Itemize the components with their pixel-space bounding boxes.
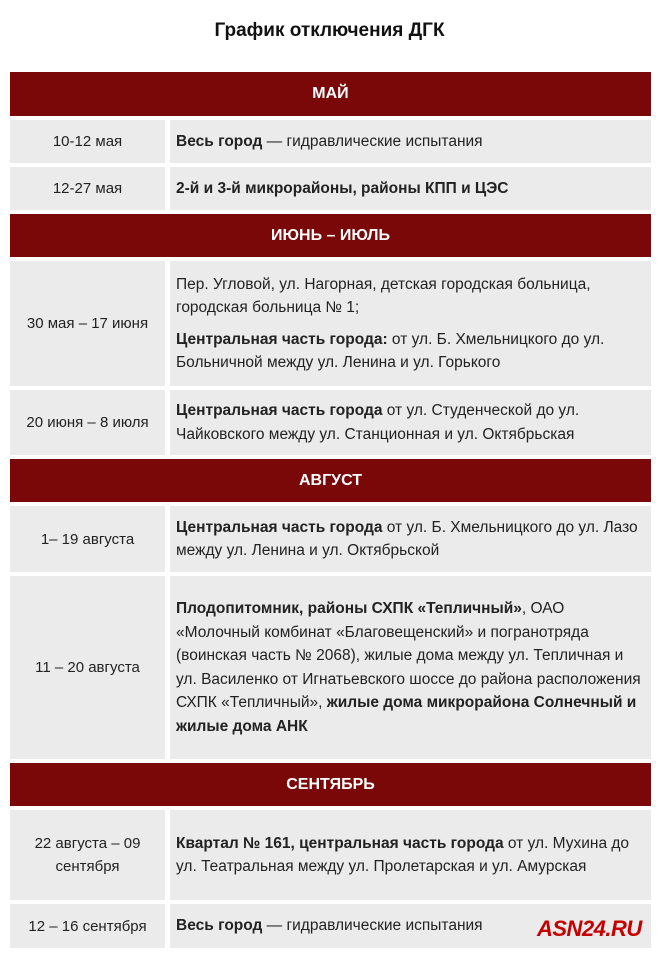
date-cell: 12-27 мая	[10, 167, 165, 210]
description-paragraph	[176, 328, 647, 375]
table-row	[10, 167, 651, 210]
description-text: , ОАО «Молочный комбинат «Благовещенский» и погранотряда (воинская часть № 2068), жилые дома между ул. Тепличная и ул. Василенко от Игнатьевского шоссе до района расположения СХПК «Тепличный»,	[176, 600, 641, 711]
table-row	[10, 576, 651, 759]
section-header-may: МАЙ	[10, 72, 651, 116]
description-text: от ул. Мухина до ул. Театральная между ул. Пролетарская и ул. Амурская	[176, 834, 630, 875]
page-title: График отключения ДГК	[214, 20, 445, 41]
date-cell: 22 августа – 09 сентября	[10, 810, 165, 900]
date-cell: 11 – 20 августа	[10, 576, 165, 759]
section-header-june-july: ИЮНЬ – ИЮЛЬ	[10, 214, 651, 257]
table-row	[10, 810, 651, 900]
description-cell	[170, 390, 651, 455]
description-cell	[170, 576, 651, 759]
description-text: от ул. Б. Хмельницкого до ул. Лазо между ул. Ленина и ул. Октябрьской	[176, 518, 638, 559]
date-cell: 12 – 16 сентября	[10, 904, 165, 948]
description-cell	[170, 261, 651, 386]
date-cell: 1– 19 августа	[10, 506, 165, 572]
description-bold: Центральная часть города	[176, 402, 383, 419]
description-text: — гидравлические испытания	[262, 917, 483, 935]
date-cell: 20 июня – 8 июля	[10, 390, 165, 455]
description-paragraph	[176, 399, 647, 446]
table-row	[10, 120, 651, 163]
section-header-september: СЕНТЯБРЬ	[10, 763, 651, 806]
description-paragraph	[176, 273, 647, 320]
table-row	[10, 506, 651, 572]
description-paragraph	[176, 516, 647, 563]
description-bold: жилые дома микрорайона Солнечный и жилые дома АНК	[176, 694, 637, 735]
description-text: — гидравлические испытания	[262, 132, 483, 150]
description-paragraph	[176, 130, 647, 154]
date-cell: 30 мая – 17 июня	[10, 261, 165, 386]
description-cell	[170, 167, 651, 210]
table-row	[10, 390, 651, 455]
description-cell	[170, 506, 651, 572]
description-paragraph	[176, 177, 647, 201]
description-bold: Плодопитомник, районы СХПК «Тепличный»	[176, 600, 522, 617]
table-row	[10, 261, 651, 386]
description-text: от ул. Б. Хмельницкого до ул. Больничной между ул. Ленина и ул. Горького	[176, 330, 605, 371]
description-bold: Центральная часть города:	[176, 330, 388, 348]
schedule-table	[10, 72, 651, 952]
description-paragraph	[176, 832, 647, 879]
description-bold: Квартал № 161, центральная часть города	[176, 834, 504, 852]
description-text: от ул. Студенческой до ул. Чайковского между ул. Станционная и ул. Октябрьская	[176, 402, 580, 443]
description-cell	[170, 120, 651, 163]
section-header-august: АВГУСТ	[10, 459, 651, 502]
description-bold: 2-й и 3-й микрорайоны, районы КПП и ЦЭС	[176, 179, 509, 197]
watermark-logo: ASN24.RU	[537, 916, 642, 941]
description-cell	[170, 810, 651, 900]
description-bold: Весь город	[176, 132, 263, 150]
date-cell: 10-12 мая	[10, 120, 165, 163]
description-text: Пер. Угловой, ул. Нагорная, детская городская больница, городская больница № 1;	[176, 275, 591, 316]
description-bold: Центральная часть города	[176, 518, 383, 536]
description-paragraph	[176, 597, 647, 738]
description-bold: Весь город	[176, 917, 263, 935]
